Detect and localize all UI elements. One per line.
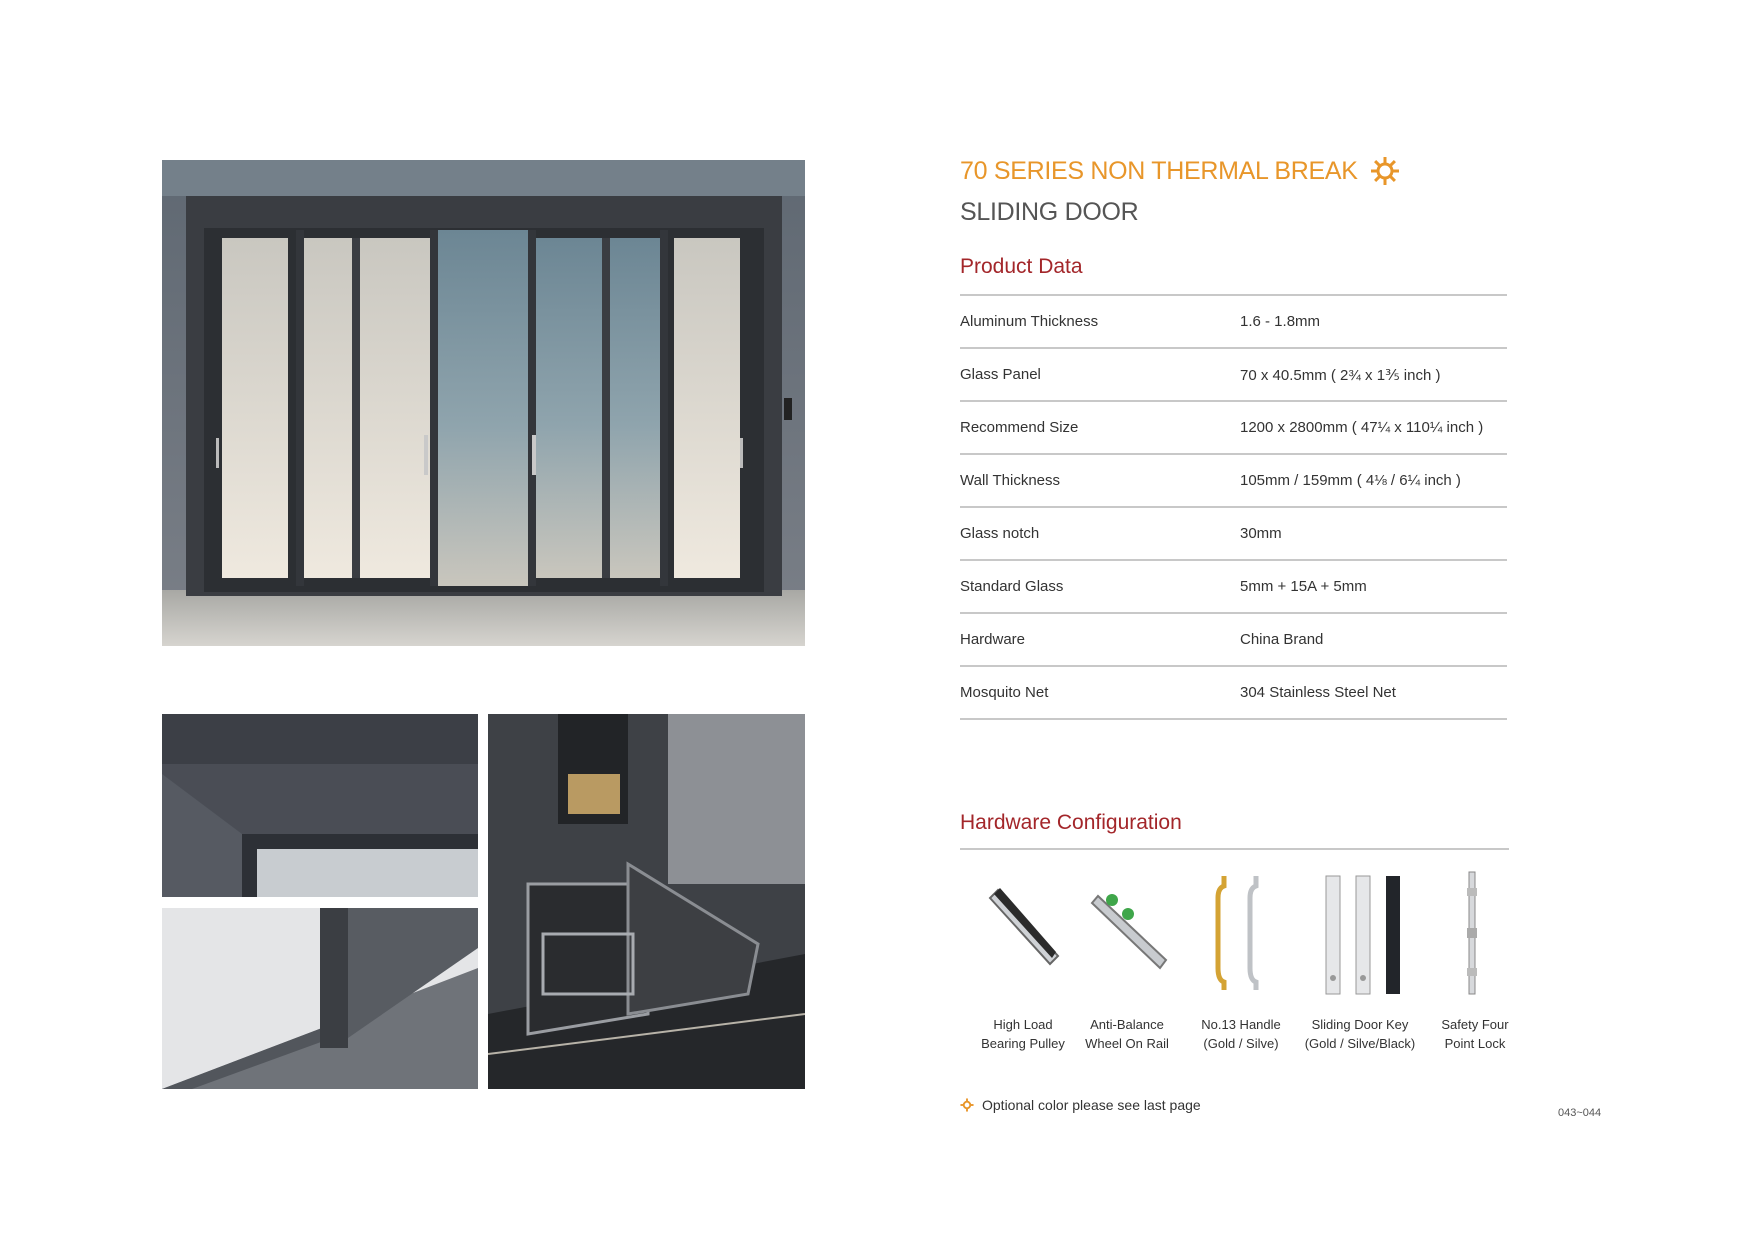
spec-row [960,453,1507,506]
product-data-table [960,294,1507,720]
spec-value: 1200 x 2800mm ( 47¼ x 110¼ inch ) [1240,419,1484,436]
spec-label: Standard Glass [960,578,1064,595]
sun-icon [1370,156,1400,186]
sun-icon [960,1098,974,1112]
spec-label: Wall Thickness [960,472,1061,489]
wheel-icon [1067,868,1187,988]
spec-row [960,559,1507,612]
spec-row [960,400,1507,453]
product-subtitle: SLIDING DOOR [960,198,1139,226]
spec-label: Hardware [960,631,1026,648]
divider [960,848,1509,850]
spec-value: 70 x 40.5mm ( 2¾ x 1⅗ inch ) [1240,366,1441,384]
spec-label: Aluminum Thickness [960,313,1099,330]
product-data-heading: Product Data [960,255,1083,278]
spec-value: 304 Stainless Steel Net [1240,684,1396,701]
spec-label: Mosquito Net [960,684,1049,701]
spec-label: Glass notch [960,525,1040,542]
main-door-photo [162,160,805,646]
spec-row [960,347,1507,400]
hardware-item-label: No.13 Handle (Gold / Silve) [1201,1017,1281,1051]
spec-label: Glass Panel [960,366,1041,383]
handle-icon [1181,868,1301,998]
spec-value: 105mm / 159mm ( 4⅛ / 6¼ inch ) [1240,472,1461,489]
hardware-item-label: Anti-Balance Wheel On Rail [1085,1017,1169,1051]
hardware-item-label: Safety Four Point Lock [1441,1017,1509,1051]
frame-corner-photo [162,714,478,897]
product-title: 70 SERIES NON THERMAL BREAK [960,156,1400,186]
spec-row [960,506,1507,559]
page-number: 043~044 [1558,1107,1602,1119]
hardware-item-label: High Load Bearing Pulley [981,1017,1065,1051]
profile-section-photo [488,714,805,1089]
optional-color-note: Optional color please see last page [960,1097,1201,1113]
spec-row [960,294,1507,347]
spec-row [960,665,1507,720]
hardware-item-label: Sliding Door Key (Gold / Silve/Black) [1304,1017,1416,1051]
hardware-config-heading: Hardware Configuration [960,811,1182,834]
track-detail-photo [162,908,478,1089]
spec-value: China Brand [1240,631,1324,648]
spec-row [960,612,1507,665]
spec-value: 30mm [1240,525,1282,542]
lock-icon [1412,868,1532,998]
spec-value: 5mm + 15A + 5mm [1240,578,1367,595]
spec-value: 1.6 - 1.8mm [1240,313,1321,330]
spec-label: Recommend Size [960,419,1079,436]
pulley-icon [963,868,1083,988]
door-key-icon [1300,868,1420,998]
